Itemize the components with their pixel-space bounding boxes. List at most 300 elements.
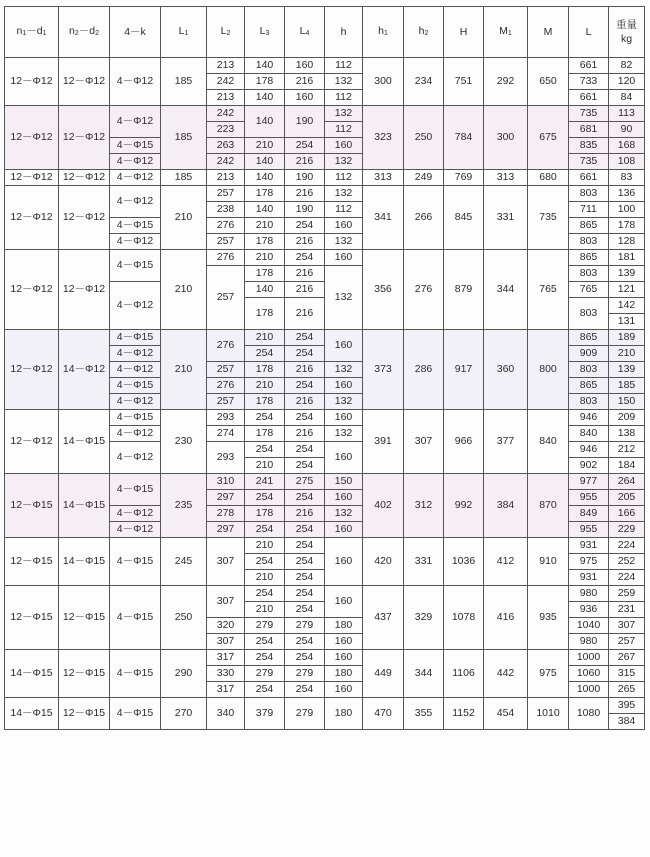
cell-L: 902 [569,458,609,474]
cell-L1: 185 [161,170,207,186]
cell-L: 849 [569,506,609,522]
cell-n1: 12－Φ12 [5,250,59,330]
cell-L3: 279 [245,666,285,682]
cell-weight: 212 [609,442,645,458]
cell-4k: 4－Φ12 [110,426,161,442]
cell-L4: 216 [285,362,325,378]
cell-4k: 4－Φ15 [110,250,161,282]
cell-L3: 254 [245,522,285,538]
cell-L2: 310 [207,474,245,490]
cell-h2: 276 [404,250,444,330]
cell-L: 661 [569,90,609,106]
cell-L4: 216 [285,74,325,90]
cell-4k: 4－Φ15 [110,330,161,346]
cell-weight: 138 [609,426,645,442]
weight-label: 重量 [616,19,637,31]
cell-M1: 300 [484,106,528,170]
cell-h: 160 [325,378,363,394]
cell-4k: 4－Φ12 [110,154,161,170]
cell-n1: 12－Φ15 [5,538,59,586]
cell-weight: 90 [609,122,645,138]
cell-L4: 216 [285,426,325,442]
cell-weight: 265 [609,682,645,698]
cell-M: 870 [528,474,569,538]
cell-L4: 254 [285,570,325,586]
cell-weight: 139 [609,362,645,378]
cell-L2: 330 [207,666,245,682]
cell-h2: 355 [404,698,444,730]
cell-L4: 216 [285,186,325,202]
cell-4k: 4－Φ12 [110,186,161,218]
cell-weight: 139 [609,266,645,282]
cell-L: 975 [569,554,609,570]
cell-L2: 276 [207,218,245,234]
cell-L3: 254 [245,410,285,426]
cell-L3: 140 [245,170,285,186]
cell-4k: 4－Φ15 [110,586,161,650]
cell-L: 835 [569,138,609,154]
col-n1-d1: $n_1-d_1$ [5,7,59,58]
cell-weight: 224 [609,570,645,586]
col-h2: $h_2$ [404,7,444,58]
cell-L3: 178 [245,234,285,250]
cell-h: 112 [325,202,363,218]
cell-L2: 257 [207,362,245,378]
cell-L3: 210 [245,138,285,154]
cell-weight: 142 [609,298,645,314]
cell-L4: 254 [285,522,325,538]
cell-L2: 307 [207,586,245,618]
cell-L3: 178 [245,186,285,202]
cell-n2: 14－Φ15 [59,538,110,586]
cell-M: 840 [528,410,569,474]
col-4-k: 4－k [110,7,161,58]
cell-h2: 344 [404,650,444,698]
cell-L: 1060 [569,666,609,682]
cell-h: 132 [325,106,363,122]
cell-h: 160 [325,138,363,154]
cell-L3: 140 [245,154,285,170]
cell-n2: 14－Φ15 [59,410,110,474]
cell-L: 909 [569,346,609,362]
cell-L1: 185 [161,106,207,170]
cell-h: 160 [325,330,363,362]
cell-4k: 4－Φ12 [110,362,161,378]
cell-H: 751 [444,58,484,106]
cell-L: 803 [569,266,609,282]
cell-L3: 210 [245,378,285,394]
cell-h2: 312 [404,474,444,538]
table-row [5,170,645,186]
cell-L: 1080 [569,698,609,730]
cell-L: 1000 [569,682,609,698]
cell-weight: 120 [609,74,645,90]
cell-H: 879 [444,250,484,330]
cell-weight: 113 [609,106,645,122]
cell-weight: 231 [609,602,645,618]
cell-L3: 178 [245,266,285,282]
cell-L2: 274 [207,426,245,442]
cell-L3: 279 [245,618,285,634]
cell-weight: 209 [609,410,645,426]
cell-n2: 12－Φ12 [59,58,110,106]
cell-weight: 384 [609,714,645,730]
cell-H: 1036 [444,538,484,586]
cell-L: 735 [569,106,609,122]
cell-n2: 12－Φ12 [59,106,110,170]
cell-L4: 254 [285,378,325,394]
cell-n2: 12－Φ12 [59,170,110,186]
cell-M1: 331 [484,186,528,250]
cell-h1: 323 [363,106,404,170]
table-row [5,538,645,554]
cell-L2: 257 [207,394,245,410]
cell-4k: 4－Φ15 [110,650,161,698]
cell-4k: 4－Φ12 [110,522,161,538]
cell-h: 160 [325,682,363,698]
table-row [5,250,645,266]
cell-h1: 300 [363,58,404,106]
cell-n1: 12－Φ12 [5,186,59,250]
cell-L4: 254 [285,586,325,602]
cell-h: 112 [325,170,363,186]
cell-L3: 210 [245,458,285,474]
cell-L2: 242 [207,74,245,90]
cell-L3: 210 [245,570,285,586]
cell-4k: 4－Φ12 [110,346,161,362]
cell-weight: 259 [609,586,645,602]
cell-4k: 4－Φ12 [110,58,161,106]
cell-h: 132 [325,154,363,170]
cell-L4: 254 [285,250,325,266]
cell-L3: 210 [245,538,285,554]
cell-L1: 210 [161,250,207,330]
cell-L: 681 [569,122,609,138]
cell-h1: 470 [363,698,404,730]
cell-weight: 181 [609,250,645,266]
cell-L4: 190 [285,106,325,138]
cell-L2: 242 [207,106,245,122]
cell-L: 1040 [569,618,609,634]
cell-h1: 402 [363,474,404,538]
cell-L4: 216 [285,506,325,522]
cell-L3: 210 [245,602,285,618]
cell-L4: 254 [285,538,325,554]
col-h1: $h_1$ [363,7,404,58]
cell-weight: 166 [609,506,645,522]
cell-h: 180 [325,698,363,730]
cell-M: 675 [528,106,569,170]
cell-h2: 250 [404,106,444,170]
cell-4k: 4－Φ12 [110,106,161,138]
cell-L2: 276 [207,378,245,394]
cell-4k: 4－Φ15 [110,138,161,154]
table-row [5,474,645,490]
cell-L3: 254 [245,586,285,602]
cell-n1: 14－Φ15 [5,698,59,730]
cell-M1: 292 [484,58,528,106]
cell-weight: 315 [609,666,645,682]
cell-M1: 360 [484,330,528,410]
cell-weight: 395 [609,698,645,714]
cell-L2: 307 [207,634,245,650]
cell-n2: 14－Φ15 [59,474,110,538]
cell-h: 160 [325,522,363,538]
cell-L3: 140 [245,90,285,106]
cell-L2: 223 [207,122,245,138]
cell-H: 1078 [444,586,484,650]
cell-n1: 12－Φ12 [5,170,59,186]
table-row [5,586,645,602]
cell-L1: 250 [161,586,207,650]
cell-L2: 278 [207,506,245,522]
cell-h: 160 [325,490,363,506]
cell-h: 132 [325,362,363,378]
cell-L2: 257 [207,266,245,330]
cell-h1: 373 [363,330,404,410]
cell-L3: 254 [245,650,285,666]
cell-L1: 230 [161,410,207,474]
cell-H: 769 [444,170,484,186]
cell-weight: 210 [609,346,645,362]
col-M: M [528,7,569,58]
cell-h: 160 [325,650,363,666]
col-L: L [569,7,609,58]
cell-L4: 216 [285,234,325,250]
cell-L3: 254 [245,682,285,698]
cell-L3: 140 [245,106,285,138]
cell-M1: 454 [484,698,528,730]
cell-L4: 254 [285,650,325,666]
cell-h: 160 [325,250,363,266]
cell-n2: 12－Φ15 [59,650,110,698]
cell-L3: 178 [245,394,285,410]
cell-weight: 108 [609,154,645,170]
table-row [5,58,645,74]
cell-h1: 356 [363,250,404,330]
cell-h: 180 [325,666,363,682]
cell-h2: 331 [404,538,444,586]
cell-L4: 160 [285,58,325,74]
cell-4k: 4－Φ15 [110,218,161,234]
cell-h1: 420 [363,538,404,586]
cell-L: 980 [569,634,609,650]
cell-L: 865 [569,330,609,346]
cell-L4: 254 [285,330,325,346]
cell-L4: 190 [285,170,325,186]
cell-h1: 437 [363,586,404,650]
weight-unit: kg [620,33,633,45]
cell-M1: 412 [484,538,528,586]
cell-L: 803 [569,362,609,378]
cell-L4: 160 [285,90,325,106]
cell-L4: 254 [285,682,325,698]
cell-weight: 185 [609,378,645,394]
cell-4k: 4－Φ12 [110,282,161,330]
cell-M: 800 [528,330,569,410]
cell-h: 132 [325,234,363,250]
cell-weight: 252 [609,554,645,570]
cell-L2: 340 [207,698,245,730]
cell-H: 917 [444,330,484,410]
cell-L3: 178 [245,506,285,522]
cell-L3: 379 [245,698,285,730]
cell-n1: 12－Φ12 [5,330,59,410]
cell-L: 803 [569,394,609,410]
cell-L: 661 [569,170,609,186]
cell-weight: 189 [609,330,645,346]
cell-H: 966 [444,410,484,474]
cell-L3: 210 [245,218,285,234]
cell-L3: 178 [245,74,285,90]
col-n2-d2: $n_2-d_2$ [59,7,110,58]
table-row [5,698,645,714]
cell-L3: 140 [245,282,285,298]
cell-L2: 307 [207,538,245,586]
cell-M: 650 [528,58,569,106]
cell-L2: 320 [207,618,245,634]
cell-4k: 4－Φ12 [110,170,161,186]
cell-h: 180 [325,618,363,634]
cell-weight: 83 [609,170,645,186]
cell-L: 980 [569,586,609,602]
cell-L2: 297 [207,522,245,538]
cell-h: 132 [325,426,363,442]
cell-L2: 317 [207,682,245,698]
cell-M: 680 [528,170,569,186]
cell-weight: 136 [609,186,645,202]
cell-L: 765 [569,282,609,298]
cell-h: 150 [325,474,363,490]
cell-L: 803 [569,298,609,330]
cell-L1: 290 [161,650,207,698]
cell-L: 931 [569,570,609,586]
cell-h: 160 [325,586,363,618]
cell-L4: 279 [285,666,325,682]
cell-weight: 229 [609,522,645,538]
cell-L4: 254 [285,218,325,234]
cell-H: 992 [444,474,484,538]
table-row [5,650,645,666]
cell-h2: 286 [404,330,444,410]
cell-L1: 245 [161,538,207,586]
cell-L1: 235 [161,474,207,538]
cell-L4: 254 [285,442,325,458]
cell-L: 865 [569,378,609,394]
col-weight [609,7,645,58]
cell-L2: 293 [207,410,245,426]
cell-L4: 216 [285,298,325,330]
cell-M1: 384 [484,474,528,538]
cell-L: 1000 [569,650,609,666]
cell-L: 865 [569,218,609,234]
cell-H: 1106 [444,650,484,698]
cell-n2: 14－Φ12 [59,330,110,410]
cell-M1: 442 [484,650,528,698]
cell-h: 160 [325,218,363,234]
cell-L4: 216 [285,266,325,282]
cell-h2: 249 [404,170,444,186]
cell-L: 711 [569,202,609,218]
cell-weight: 224 [609,538,645,554]
cell-L4: 254 [285,634,325,650]
cell-L2: 257 [207,234,245,250]
cell-4k: 4－Φ15 [110,378,161,394]
cell-h: 112 [325,122,363,138]
cell-L2: 263 [207,138,245,154]
cell-L4: 216 [285,154,325,170]
cell-h: 132 [325,266,363,330]
cell-L4: 254 [285,138,325,154]
cell-L: 661 [569,58,609,74]
cell-h: 132 [325,186,363,202]
cell-L4: 216 [285,394,325,410]
cell-L: 955 [569,490,609,506]
cell-4k: 4－Φ15 [110,538,161,586]
cell-M: 975 [528,650,569,698]
cell-n1: 14－Φ15 [5,650,59,698]
cell-n2: 12－Φ15 [59,698,110,730]
cell-n2: 12－Φ12 [59,250,110,330]
cell-L2: 242 [207,154,245,170]
cell-L1: 185 [161,58,207,106]
cell-h1: 449 [363,650,404,698]
cell-L2: 238 [207,202,245,218]
cell-L4: 254 [285,554,325,570]
cell-L: 936 [569,602,609,618]
cell-h: 132 [325,394,363,410]
cell-n2: 12－Φ15 [59,586,110,650]
cell-weight: 100 [609,202,645,218]
cell-L3: 254 [245,490,285,506]
cell-n1: 12－Φ12 [5,58,59,106]
cell-M: 935 [528,586,569,650]
cell-4k: 4－Φ15 [110,410,161,426]
cell-L: 977 [569,474,609,490]
cell-L: 955 [569,522,609,538]
cell-L3: 210 [245,330,285,346]
cell-L: 931 [569,538,609,554]
col-L2: $L_2$ [207,7,245,58]
cell-weight: 84 [609,90,645,106]
cell-h2: 329 [404,586,444,650]
cell-L: 733 [569,74,609,90]
cell-L2: 317 [207,650,245,666]
cell-L1: 270 [161,698,207,730]
cell-L: 946 [569,442,609,458]
cell-h: 160 [325,442,363,474]
cell-weight: 128 [609,234,645,250]
cell-L3: 254 [245,346,285,362]
cell-L3: 178 [245,298,285,330]
cell-weight: 264 [609,474,645,490]
cell-L: 803 [569,186,609,202]
cell-weight: 82 [609,58,645,74]
cell-n1: 12－Φ12 [5,106,59,170]
specification-table [4,6,645,730]
cell-L3: 254 [245,442,285,458]
cell-L: 865 [569,250,609,266]
cell-4k: 4－Φ12 [110,234,161,250]
cell-weight: 267 [609,650,645,666]
cell-H: 845 [444,186,484,250]
cell-h: 160 [325,538,363,586]
table-row [5,410,645,426]
cell-L4: 216 [285,282,325,298]
cell-L: 946 [569,410,609,426]
cell-weight: 178 [609,218,645,234]
cell-weight: 150 [609,394,645,410]
